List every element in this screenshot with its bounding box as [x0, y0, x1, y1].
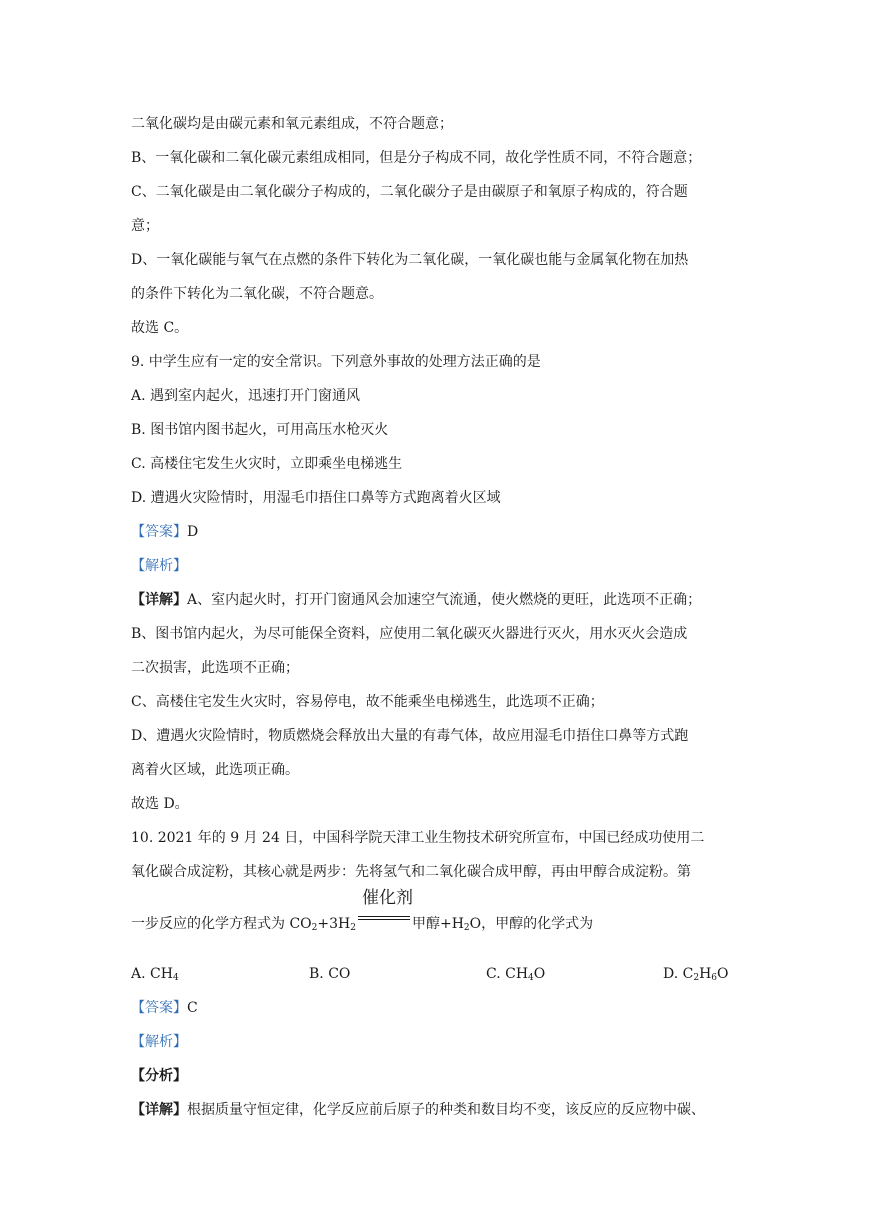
- detail-line-9: [131, 590, 701, 610]
- analysis-tag: 【解析】: [131, 1034, 187, 1050]
- question-10-stem-line: 10. 2021 年的 9 月 24 日，中国科学院天津工业生物技术研究所宣布，中国已经成功使用二: [131, 830, 705, 846]
- answer-tag: 【答案】: [131, 524, 187, 540]
- text-line: 意；: [131, 218, 159, 234]
- answer-line-10: [131, 998, 198, 1018]
- detail-tag: 【详解】: [131, 1102, 187, 1118]
- detail-tag: 【详解】: [131, 592, 187, 608]
- question-10-stem-line: 氧化碳合成淀粉，其核心就是两步：先将氢气和二氧化碳合成甲醇，再由甲醇合成淀粉。第: [131, 864, 691, 880]
- answer-value: D: [187, 524, 199, 540]
- question-9-option-c: C. 高楼住宅发生火灾时，立即乘坐电梯逃生: [131, 456, 403, 472]
- text-line: 故选 C。: [131, 320, 189, 336]
- text-line: 的条件下转化为二氧化碳，不符合题意。: [131, 286, 383, 302]
- text-line: 二氧化碳均是由碳元素和氧元素组成，不符合题意；: [131, 116, 453, 132]
- answer-line-9: [131, 522, 198, 542]
- question-9-stem: 9. 中学生应有一定的安全常识。下列意外事故的处理方法正确的是: [131, 354, 541, 370]
- analysis-subtag: 【分析】: [131, 1068, 187, 1084]
- detail-text: 根据质量守恒定律，化学反应前后原子的种类和数目均不变，该反应的反应物中碳、: [187, 1102, 705, 1118]
- detail-line-10: [131, 1100, 705, 1120]
- question-9-option-a: A. 遇到室内起火，迅速打开门窗通风: [131, 388, 361, 404]
- text-line: 离着火区域，此选项正确。: [131, 762, 299, 778]
- answer-tag: 【答案】: [131, 1000, 187, 1016]
- analysis-tag: 【解析】: [131, 558, 187, 574]
- detail-text: A、室内起火时，打开门窗通风会加速空气流通，使火燃烧的更旺，此选项不正确；: [187, 592, 702, 608]
- text-line: 故选 D。: [131, 796, 189, 812]
- question-10-option-d: D. $C_2H_6O$: [663, 966, 729, 983]
- question-10-option-b: B. CO: [309, 966, 351, 982]
- text-line: C、高楼住宅发生火灾时，容易停电，故不能乘坐电梯逃生，此选项不正确；: [131, 694, 604, 710]
- text-line: D、一氧化碳能与氧气在点燃的条件下转化为二氧化碳，一氧化碳也能与金属氧化物在加热: [131, 252, 689, 268]
- question-9-option-d: D. 遭遇火灾险情时，用湿毛巾捂住口鼻等方式跑离着火区域: [131, 490, 501, 506]
- text-line: C、二氧化碳是由二氧化碳分子构成的，二氧化碳分子是由碳原子和氧原子构成的，符合题: [131, 184, 688, 200]
- text-line: B、图书馆内起火，为尽可能保全资料，应使用二氧化碳灭火器进行灭火，用水灭火会造成: [131, 626, 688, 642]
- question-9-option-b: B. 图书馆内图书起火，可用高压水枪灭火: [131, 422, 389, 438]
- chemical-equation-line: 一步反应的化学方程式为 $CO_2+3H_2$ 催化剂 甲醇$+H_2O$，甲醇的化学式为: [131, 888, 594, 933]
- question-10-option-c: C. $CH_4O$: [486, 966, 546, 983]
- catalyst-label: 催化剂: [361, 888, 413, 908]
- answer-value: C: [187, 1000, 198, 1016]
- text-line: 二次损害，此选项不正确；: [131, 660, 299, 676]
- question-10-option-a: A. $CH_4$: [131, 966, 179, 983]
- text-line: B、一氧化碳和二氧化碳元素组成相同，但是分子构成不同，故化学性质不同，不符合题意；: [131, 150, 702, 166]
- catalyst-equals-sign: [358, 888, 413, 928]
- text-line: D、遭遇火灾险情时，物质燃烧会释放出大量的有毒气体，故应用湿毛巾捂住口鼻等方式跑: [131, 728, 689, 744]
